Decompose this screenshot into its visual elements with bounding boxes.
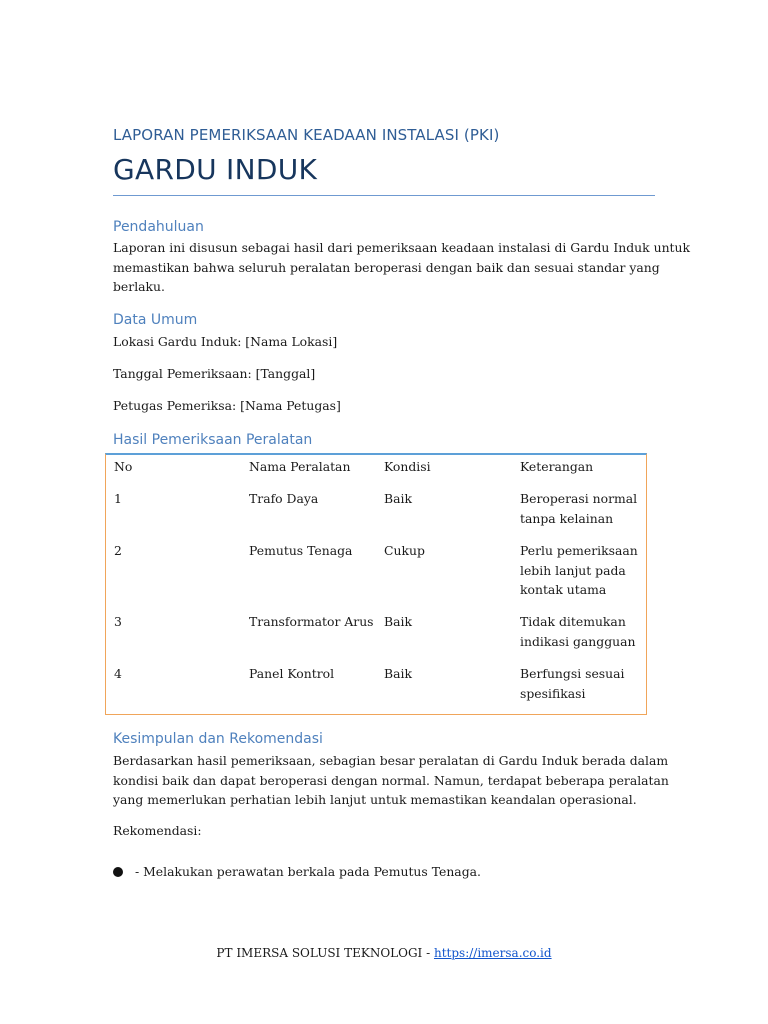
equipment-table xyxy=(105,453,647,715)
table-cell-no: 2 xyxy=(114,543,122,558)
keterangan-line: Beroperasi normal xyxy=(520,491,638,506)
table-cell-keterangan xyxy=(520,664,624,703)
rekomendasi-label: Rekomendasi: xyxy=(113,823,202,838)
report-subtitle: LAPORAN PEMERIKSAAN KEADAAN INSTALASI (PKI) xyxy=(113,126,500,144)
heading-data-umum: Data Umum xyxy=(113,312,198,328)
table-cell-no: 4 xyxy=(114,666,122,681)
table-header-no: No xyxy=(114,459,133,474)
table-cell-keterangan xyxy=(520,541,638,600)
pendahuluan-paragraph xyxy=(113,238,691,297)
document-page xyxy=(113,0,691,1024)
title-divider xyxy=(113,195,655,196)
keterangan-line: Perlu pemeriksaan xyxy=(520,543,638,558)
table-cell-nama: Trafo Daya xyxy=(249,491,319,506)
page-footer xyxy=(113,946,655,960)
kesimpulan-line: Berdasarkan hasil pemeriksaan, sebagian besar peralatan di Gardu Induk berada dalam xyxy=(113,753,669,768)
table-header-keterangan: Keterangan xyxy=(520,459,594,474)
table-cell-kondisi: Cukup xyxy=(384,543,425,558)
pendahuluan-line: memastikan bahwa seluruh peralatan beroperasi dengan baik dan sesuai standar yang xyxy=(113,259,660,275)
kesimpulan-line: yang memerlukan perhatian lebih lanjut untuk memastikan keandalan operasional. xyxy=(113,792,637,807)
footer-company: PT IMERSA SOLUSI TEKNOLOGI - xyxy=(216,946,434,960)
pendahuluan-line: Laporan ini disusun sebagai hasil dari pemeriksaan keadaan instalasi di Gardu Induk untuk xyxy=(113,240,691,255)
keterangan-line: lebih lanjut pada xyxy=(520,562,626,578)
table-cell-keterangan xyxy=(520,489,637,528)
petugas-text: Petugas Pemeriksa: [Nama Petugas] xyxy=(113,398,341,413)
kesimpulan-line: kondisi baik dan dapat beroperasi dengan normal. Namun, terdapat beberapa peralatan xyxy=(113,772,669,788)
keterangan-line: Tidak ditemukan xyxy=(520,614,626,629)
pendahuluan-line: berlaku. xyxy=(113,279,165,294)
table-header-nama: Nama Peralatan xyxy=(249,459,351,474)
table-cell-kondisi: Baik xyxy=(384,491,412,506)
kesimpulan-paragraph xyxy=(113,751,669,810)
tanggal-text: Tanggal Pemeriksaan: [Tanggal] xyxy=(113,366,316,381)
table-cell-no: 1 xyxy=(114,491,122,506)
keterangan-line: Berfungsi sesuai xyxy=(520,666,625,681)
keterangan-line: spesifikasi xyxy=(520,685,586,701)
keterangan-line: indikasi gangguan xyxy=(520,633,636,649)
report-title: GARDU INDUK xyxy=(113,153,318,186)
keterangan-line: tanpa kelainan xyxy=(520,510,614,526)
lokasi-text: Lokasi Gardu Induk: [Nama Lokasi] xyxy=(113,334,338,349)
bullet-icon xyxy=(113,867,123,877)
keterangan-line: kontak utama xyxy=(520,582,607,597)
table-cell-kondisi: Baik xyxy=(384,614,412,629)
table-cell-keterangan xyxy=(520,612,636,651)
table-cell-no: 3 xyxy=(114,614,122,629)
heading-hasil-pemeriksaan: Hasil Pemeriksaan Peralatan xyxy=(113,432,313,448)
table-header-kondisi: Kondisi xyxy=(384,459,431,474)
table-cell-nama: Panel Kontrol xyxy=(249,666,335,681)
heading-pendahuluan: Pendahuluan xyxy=(113,219,204,235)
table-cell-nama: Transformator Arus xyxy=(249,614,374,629)
table-cell-kondisi: Baik xyxy=(384,666,412,681)
table-cell-nama: Pemutus Tenaga xyxy=(249,543,353,558)
heading-kesimpulan: Kesimpulan dan Rekomendasi xyxy=(113,731,323,747)
footer-link[interactable]: https://imersa.co.id xyxy=(433,946,552,960)
rekomendasi-item: - Melakukan perawatan berkala pada Pemutus Tenaga. xyxy=(135,864,481,879)
